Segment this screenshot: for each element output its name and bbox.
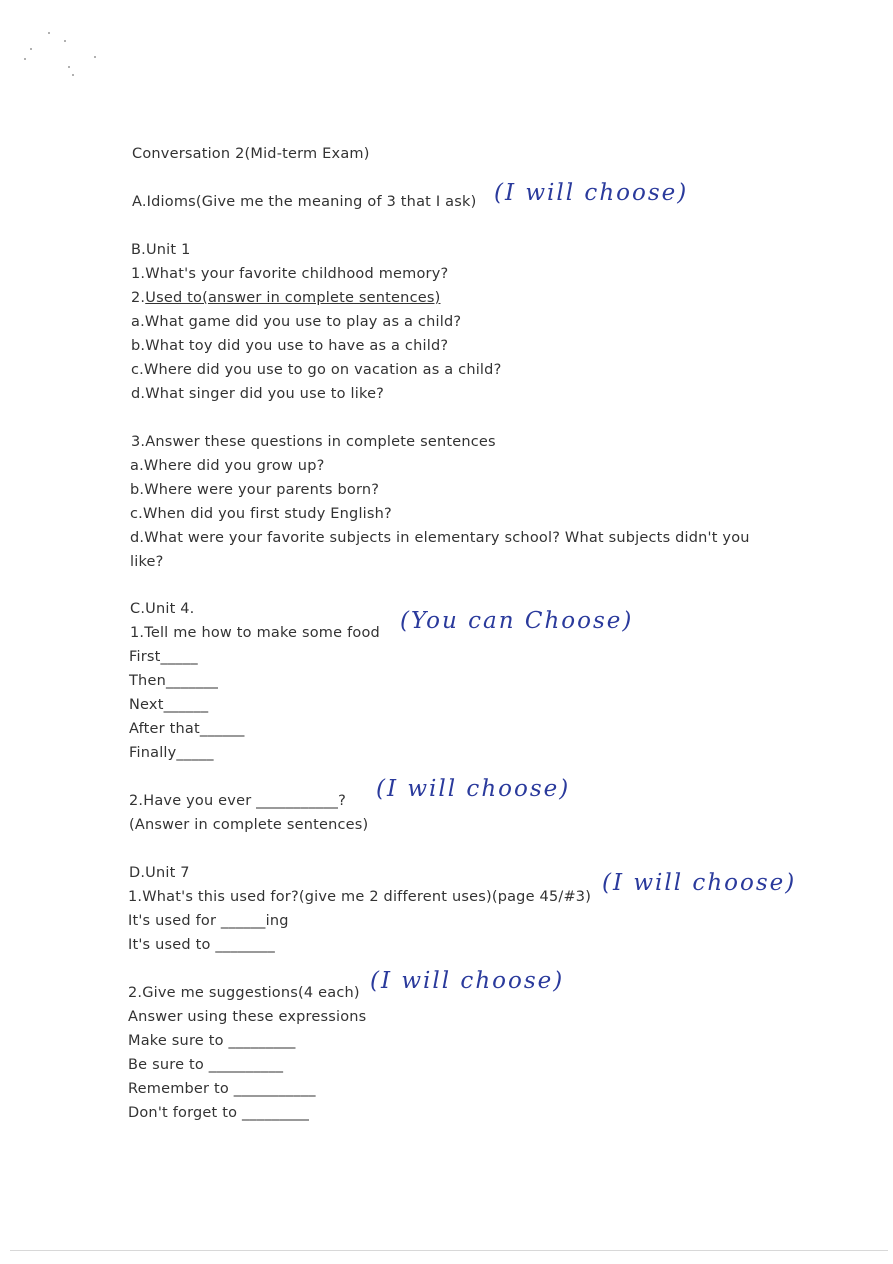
section-b-q3-item: a.Where did you grow up?: [130, 458, 325, 474]
scan-speck: [24, 58, 26, 60]
handwritten-note-d1: (I will choose): [602, 870, 797, 896]
section-b-q2-item: d.What singer did you use to like?: [131, 386, 385, 402]
section-b-q3: 3.Answer these questions in complete sentences: [131, 434, 496, 450]
scan-speck: [94, 56, 96, 58]
section-b-q2-number: 2.: [131, 290, 146, 306]
section-d-q2-line: Remember to ___________: [128, 1081, 316, 1097]
section-c-step: After that______: [129, 721, 245, 737]
section-d-q2-line: Make sure to _________: [128, 1033, 296, 1049]
section-b-q2-text: Used to(answer in complete sentences): [145, 290, 441, 306]
section-a-text: A.Idioms(Give me the meaning of 3 that I ask): [132, 194, 477, 210]
section-c-step: First_____: [129, 649, 198, 665]
section-c-heading: C.Unit 4.: [130, 601, 195, 617]
section-c-q2: 2.Have you ever ___________?: [129, 793, 347, 809]
section-d-q2-line: Be sure to __________: [128, 1057, 284, 1073]
section-b-q3-item: d.What were your favorite subjects in elementary school? What subjects didn't you: [130, 530, 750, 546]
scan-speck: [68, 66, 70, 68]
scan-speck: [30, 48, 32, 50]
section-d-heading: D.Unit 7: [129, 865, 190, 881]
section-d-q1-line: It's used to ________: [128, 937, 275, 953]
scan-edge-line: [10, 1250, 888, 1251]
section-b-q3-continuation: like?: [130, 554, 164, 570]
section-b-q3-item: c.When did you first study English?: [130, 506, 392, 522]
page-title: Conversation 2(Mid-term Exam): [132, 146, 370, 162]
handwritten-note-a: (I will choose): [494, 180, 689, 206]
section-c-step: Finally_____: [129, 745, 214, 761]
section-b-q3-item: b.Where were your parents born?: [130, 482, 380, 498]
section-b-q1: 1.What's your favorite childhood memory?: [131, 266, 449, 282]
scan-speck: [48, 32, 50, 34]
section-d-q1: 1.What's this used for?(give me 2 different uses)(page 45/#3): [128, 889, 592, 905]
section-c-q2-sub: (Answer in complete sentences): [129, 817, 369, 833]
section-d-q1-line: It's used for ______ing: [128, 913, 289, 929]
section-c-step: Then_______: [129, 673, 219, 689]
section-b-heading: B.Unit 1: [131, 242, 191, 258]
scan-speck: [64, 40, 66, 42]
section-d-q2: 2.Give me suggestions(4 each): [128, 985, 360, 1001]
handwritten-note-c1: (You can Choose): [400, 608, 634, 634]
section-c-q1: 1.Tell me how to make some food: [130, 625, 380, 641]
section-c-step: Next______: [129, 697, 209, 713]
section-b-q2-item: a.What game did you use to play as a child?: [131, 314, 462, 330]
section-d-q2-line: Don't forget to _________: [128, 1105, 310, 1121]
section-b-q2: [131, 289, 440, 307]
handwritten-note-c2: (I will choose): [376, 776, 571, 802]
section-b-q2-item: b.What toy did you use to have as a child?: [131, 338, 449, 354]
section-b-q2-item: c.Where did you use to go on vacation as a child?: [131, 362, 502, 378]
section-d-q2-sub: Answer using these expressions: [128, 1009, 367, 1025]
scan-speck: [72, 74, 74, 76]
handwritten-note-d2: (I will choose): [370, 968, 565, 994]
